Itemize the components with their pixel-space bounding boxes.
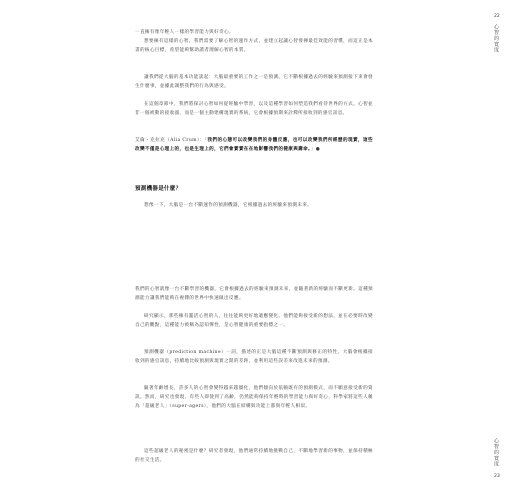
quote-author: 艾倫・克拉克（Alia Crum） (135, 138, 200, 143)
page-number-top: 22 (494, 14, 500, 19)
page-number-bottom: 23 (494, 474, 500, 479)
paragraph: 一直擁有像年輕人一樣的學習能力與好奇心。 (135, 30, 234, 35)
quote-text: 我們的心態可以改變我們的身體反應，也可以改變我們所經歷的現實，這些改變不僅是心理上的，也是生理上的，它們會實實在在地影響我們的健康與壽命。 (135, 138, 373, 153)
paragraph: 預測機器（prediction machine）一詞，描述的正是大腦這種不斷預測與修正的特性。大腦會根據接收到的感官訊息，持續地比較預測與現實之間的差距，並利用這些誤差來改進未來的預測。 (135, 350, 373, 365)
running-title-top: 心智的寬度 (493, 24, 499, 53)
paragraph: 在這個章節中，我們將探討心智如何從經驗中學習，以及這種學習如何塑造我們看待世界的方式。心智並非一個被動的接收器，而是一個主動建構現實的系統，它會根據預期來詮釋所接收到的感官訊息。 (135, 102, 373, 117)
paragraph: 隨著年齡增長，許多人的心智會變得越來越僵化，他們傾向於依賴既有的預測模式，而不願意接受新的資訊。然而，研究也發現，有些人即使到了高齡，仍然能夠保持年輕時的學習能力與好奇心，科學家將這些人稱為「超級老人」（super-agers），他們的大腦在結構與功能上都與年輕人相似。 (135, 386, 373, 410)
section-heading: 預測機器是什麼？ (135, 186, 182, 192)
quote-block: 艾倫・克拉克（Alia Crum）：「我們的心態可以改變我們的身體反應，也可以改變我們所經歷的現實，這些改變不僅是心理上的，也是生理上的，它們會實實在在地影響我們的健康與壽命。」● (135, 138, 373, 153)
quote-suffix: 」● (310, 147, 320, 153)
running-title-bottom: 心智的寬度 (493, 438, 499, 467)
paragraph: 讓我們從大腦的基本功能談起：大腦最重要的工作之一是預測。它不斷根據過去的經驗來預測接下來會發生什麼事，並據此調整我們的行為與感受。 (135, 75, 373, 90)
paragraph: 想像一下，大腦是一台不斷運作的預測機器，它根據過去的經驗來預測未來。 (144, 203, 313, 208)
paragraph: 這些超級老人的秘密是什麼？研究者發現，他們通常持續地挑戰自己，不斷地學習新的事物，並保持積極的社交生活。 (135, 449, 373, 464)
paragraph: 我們的心智就像一台不斷學習的機器，它會根據過去的經驗來預測未來，並隨著新的經驗而不斷更新。這種預測能力讓我們能夠在複雜的世界中快速做出反應。 (135, 287, 373, 302)
paragraph: 想要擁有這樣的心智，我們需要了解心智的運作方式，並建立起讓心智發揮最佳效能的習慣，而這正是本書的核心目標，希望能夠幫助讀者理解心智的本質。 (135, 39, 373, 54)
paragraph: 研究顯示，那些擁有靈活心智的人，往往能夠更好地適應變化。他們能夠接受新的想法，並在必要時改變自己的觀點，這種能力被稱為認知彈性，是心智健康的重要指標之一。 (135, 314, 373, 329)
